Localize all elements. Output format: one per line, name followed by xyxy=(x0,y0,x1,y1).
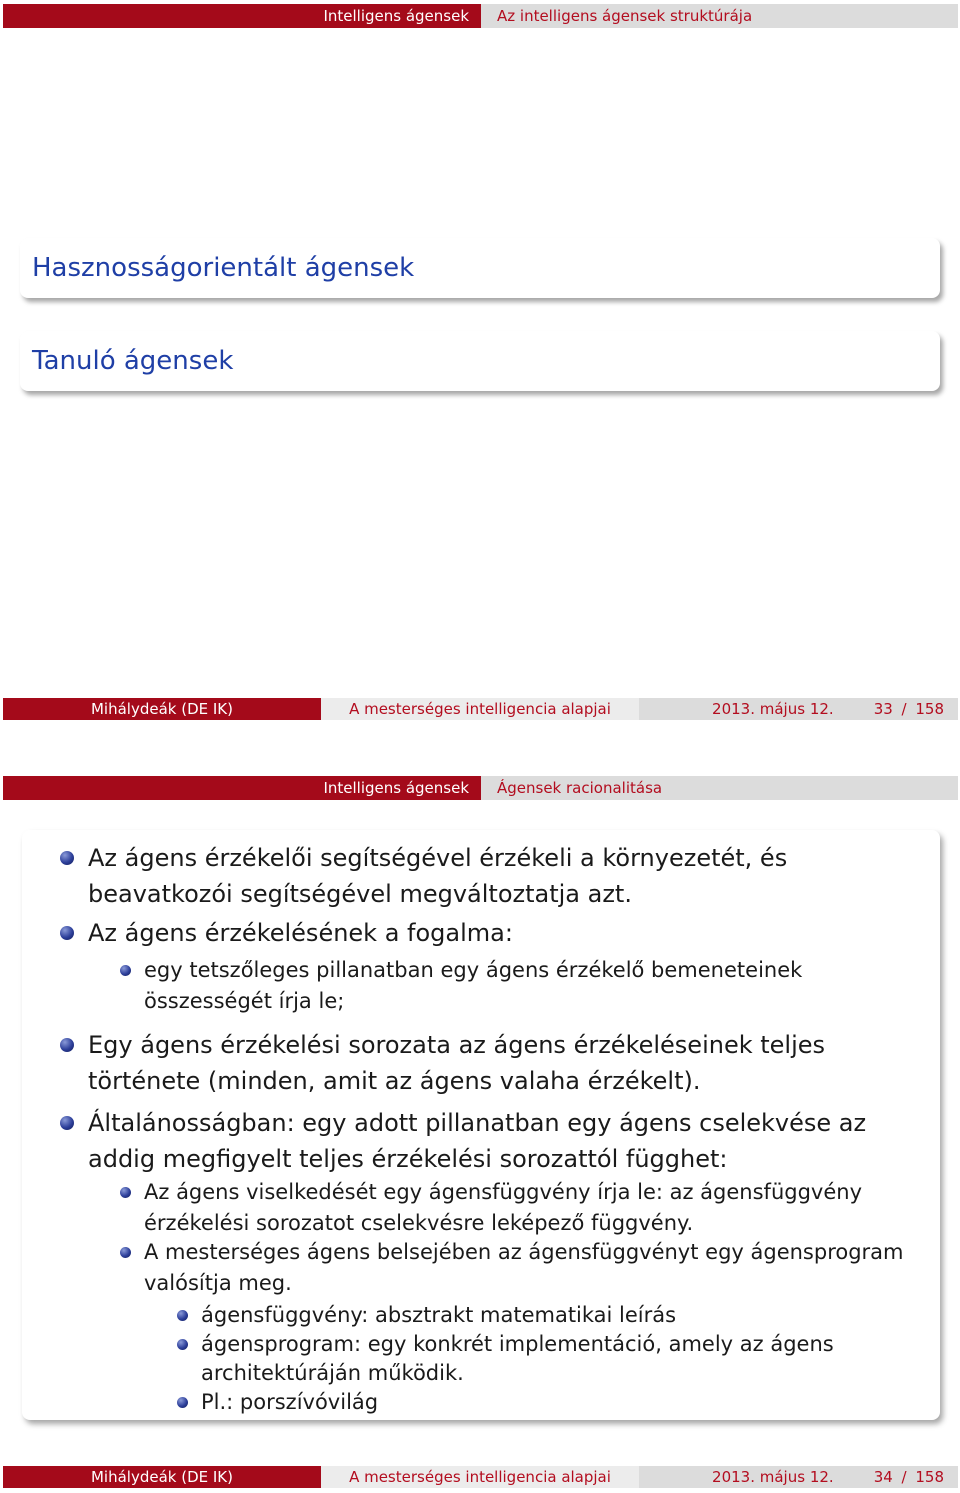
bullet-icon xyxy=(177,1310,188,1321)
bullet-icon xyxy=(60,926,74,940)
bullet-icon xyxy=(120,1187,131,1198)
bullet-icon xyxy=(120,1247,131,1258)
list-item: Az ágens viselkedését egy ágensfüggvény írja le: az ágensfüggvény érzékelési sorozatot cselekvésre leképező függvény. xyxy=(124,1177,904,1239)
list-item: Általánosságban: egy adott pillanatban egy ágens cselekvése az addig megfigyelt teljes érzékelési sorozattól függhet: xyxy=(68,1105,908,1177)
header-bar xyxy=(3,4,958,28)
footer-date: 2013. május 12. xyxy=(712,700,834,718)
header-section[interactable]: Intelligens ágensek xyxy=(3,4,481,28)
page-number: 33 / 158 xyxy=(873,700,944,718)
footer-author: Mihálydeák (DE IK) xyxy=(3,1466,321,1488)
list-item: egy tetszőleges pillanatban egy ágens érzékelő bemeneteinek összességét írja le; xyxy=(124,955,904,1017)
header-section[interactable]: Intelligens ágensek xyxy=(3,776,481,800)
bullet-icon xyxy=(120,965,131,976)
list-item: ágensfüggvény: absztrakt matematikai leírás xyxy=(181,1301,901,1330)
footer-author: Mihálydeák (DE IK) xyxy=(3,698,321,720)
bullet-icon xyxy=(177,1339,188,1350)
list-item: A mesterséges ágens belsejében az ágensfüggvényt egy ágensprogram valósítja meg. xyxy=(124,1237,904,1299)
footer-info xyxy=(639,698,958,720)
footer-title: A mesterséges intelligencia alapjai xyxy=(321,1466,639,1488)
list-item: Az ágens érzékelői segítségével érzékeli a környezetét, és beavatkozói segítségével megváltoztatja azt. xyxy=(68,840,908,912)
list-item: Pl.: porszívóvilág xyxy=(181,1388,901,1417)
list-item: Egy ágens érzékelési sorozata az ágens érzékeléseinek teljes története (minden, amit az ágens valaha érzékelt). xyxy=(68,1027,908,1099)
footer-info xyxy=(639,1466,958,1488)
slide-34 xyxy=(0,772,960,1493)
section-box-utility[interactable]: Hasznosságorientált ágensek xyxy=(20,238,940,298)
page-number: 34 / 158 xyxy=(873,1468,944,1486)
bullet-icon xyxy=(177,1397,188,1408)
bullet-icon xyxy=(60,1038,74,1052)
footer-bar xyxy=(3,1466,958,1488)
bullet-icon xyxy=(60,1116,74,1130)
list-item: ágensprogram: egy konkrét implementáció, amely az ágens architektúráján működik. xyxy=(181,1330,901,1388)
footer-title: A mesterséges intelligencia alapjai xyxy=(321,698,639,720)
section-box-learning[interactable]: Tanuló ágensek xyxy=(20,331,940,391)
list-item: Az ágens érzékelésének a fogalma: xyxy=(68,915,908,951)
footer-bar xyxy=(3,698,958,720)
header-subsection[interactable]: Az intelligens ágensek struktúrája xyxy=(481,4,958,28)
slide-33 xyxy=(0,0,960,722)
footer-date: 2013. május 12. xyxy=(712,1468,834,1486)
header-bar xyxy=(3,776,958,800)
header-subsection[interactable]: Ágensek racionalitása xyxy=(481,776,958,800)
bullet-icon xyxy=(60,851,74,865)
